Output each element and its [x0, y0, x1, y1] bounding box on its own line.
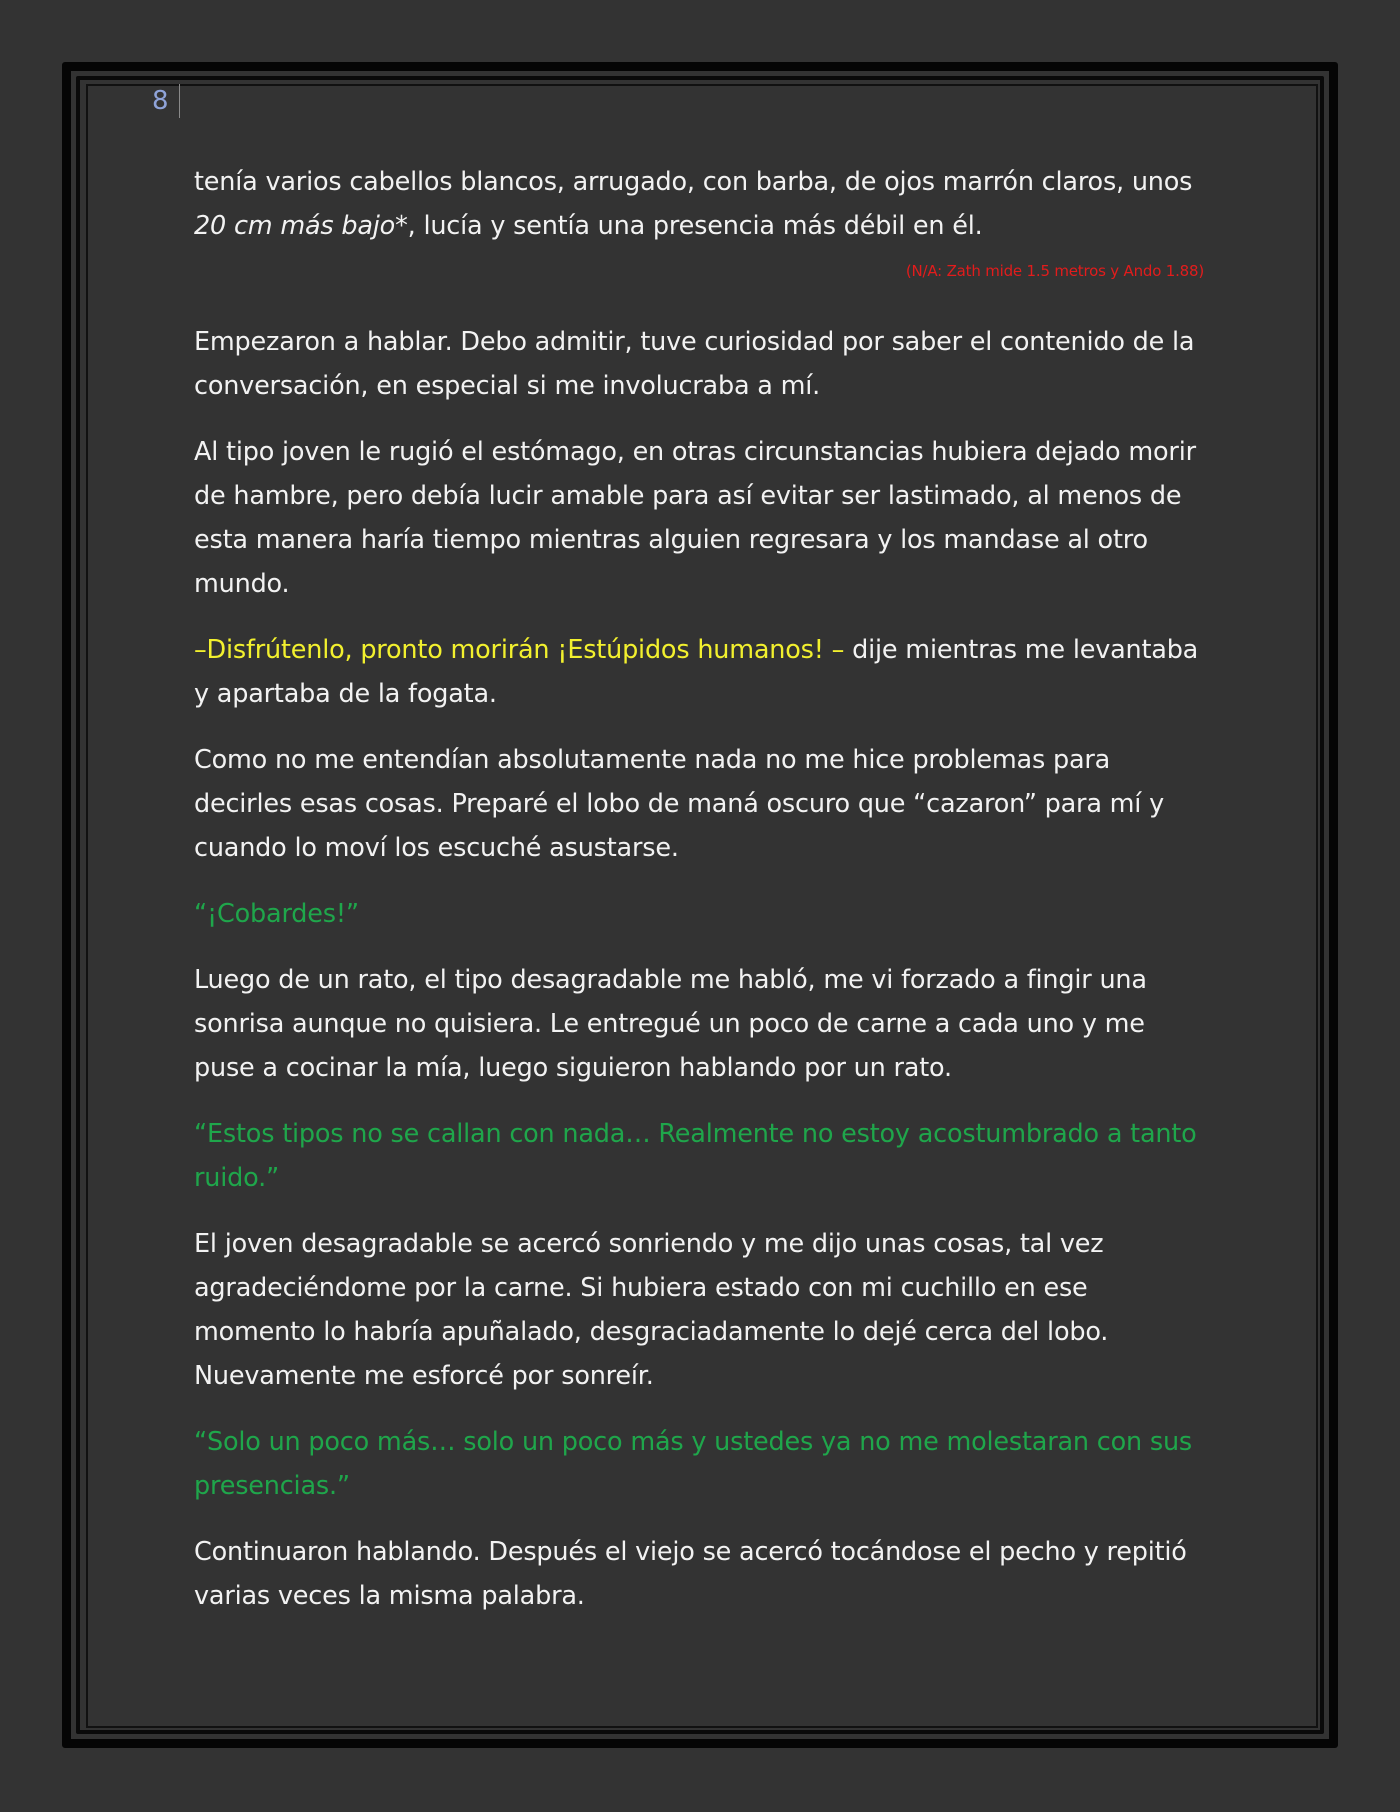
- paragraph-5: Como no me entendían absolutamente nada no me hice problemas para decirles esas cosas. Preparé el lobo de maná oscuro que “cazaron” para mí y cuando lo moví los escuché asustarse.: [194, 745, 1164, 863]
- paragraph-1: [194, 160, 1204, 248]
- paragraph-11: Continuaron hablando. Después el viejo se acercó tocándose el pecho y repitió varias veces la misma palabra.: [194, 1537, 1187, 1611]
- paragraph-1-text-b: , lucía y sentía una presencia más débil en él.: [407, 211, 983, 241]
- spoken-dialogue: –Disfrútenlo, pronto morirán ¡Estúpidos humanos! –: [194, 635, 845, 665]
- author-note: (N/A: Zath mide 1.5 metros y Ando 1.88): [905, 262, 1204, 280]
- page-number: 8: [152, 84, 180, 118]
- paragraph-1-text-a: tenía varios cabellos blancos, arrugado, con barba, de ojos marrón claros, unos: [194, 167, 1193, 197]
- paragraph-2: Empezaron a hablar. Debo admitir, tuve curiosidad por saber el contenido de la conversación, en especial si me involucraba a mí.: [194, 327, 1195, 401]
- thought-3: “Solo un poco más… solo un poco más y ustedes ya no me molestaran con sus presencias.”: [194, 1427, 1193, 1501]
- thought-2: “Estos tipos no se callan con nada… Realmente no estoy acostumbrado a tanto ruido.”: [194, 1119, 1197, 1193]
- paragraph-1-italic: 20 cm más bajo*: [194, 211, 408, 241]
- page-body: [194, 160, 1204, 1618]
- paragraph-7: Luego de un rato, el tipo desagradable me habló, me vi forzado a fingir una sonrisa aunque no quisiera. Le entregué un poco de carne a cada uno y me puse a cocinar la mía, luego siguieron hablando por un rato.: [194, 965, 1147, 1083]
- thought-1: “¡Cobardes!”: [194, 899, 359, 929]
- paragraph-4: [194, 628, 1204, 716]
- paragraph-4-narration: dije mientras me levantaba y apartaba de la fogata.: [194, 635, 1199, 709]
- paragraph-3: Al tipo joven le rugió el estómago, en otras circunstancias hubiera dejado morir de hambre, pero debía lucir amable para así evitar ser lastimado, al menos de esta manera haría tiempo mientras alguien regresara y los mandase al otro mundo.: [194, 437, 1196, 599]
- paragraph-9: El joven desagradable se acercó sonriendo y me dijo unas cosas, tal vez agradeciéndome por la carne. Si hubiera estado con mi cuchillo en ese momento lo habría apuñalado, desgraciadamente lo dejé cerca del lobo. Nuevamente me esforcé por sonreír.: [194, 1229, 1109, 1391]
